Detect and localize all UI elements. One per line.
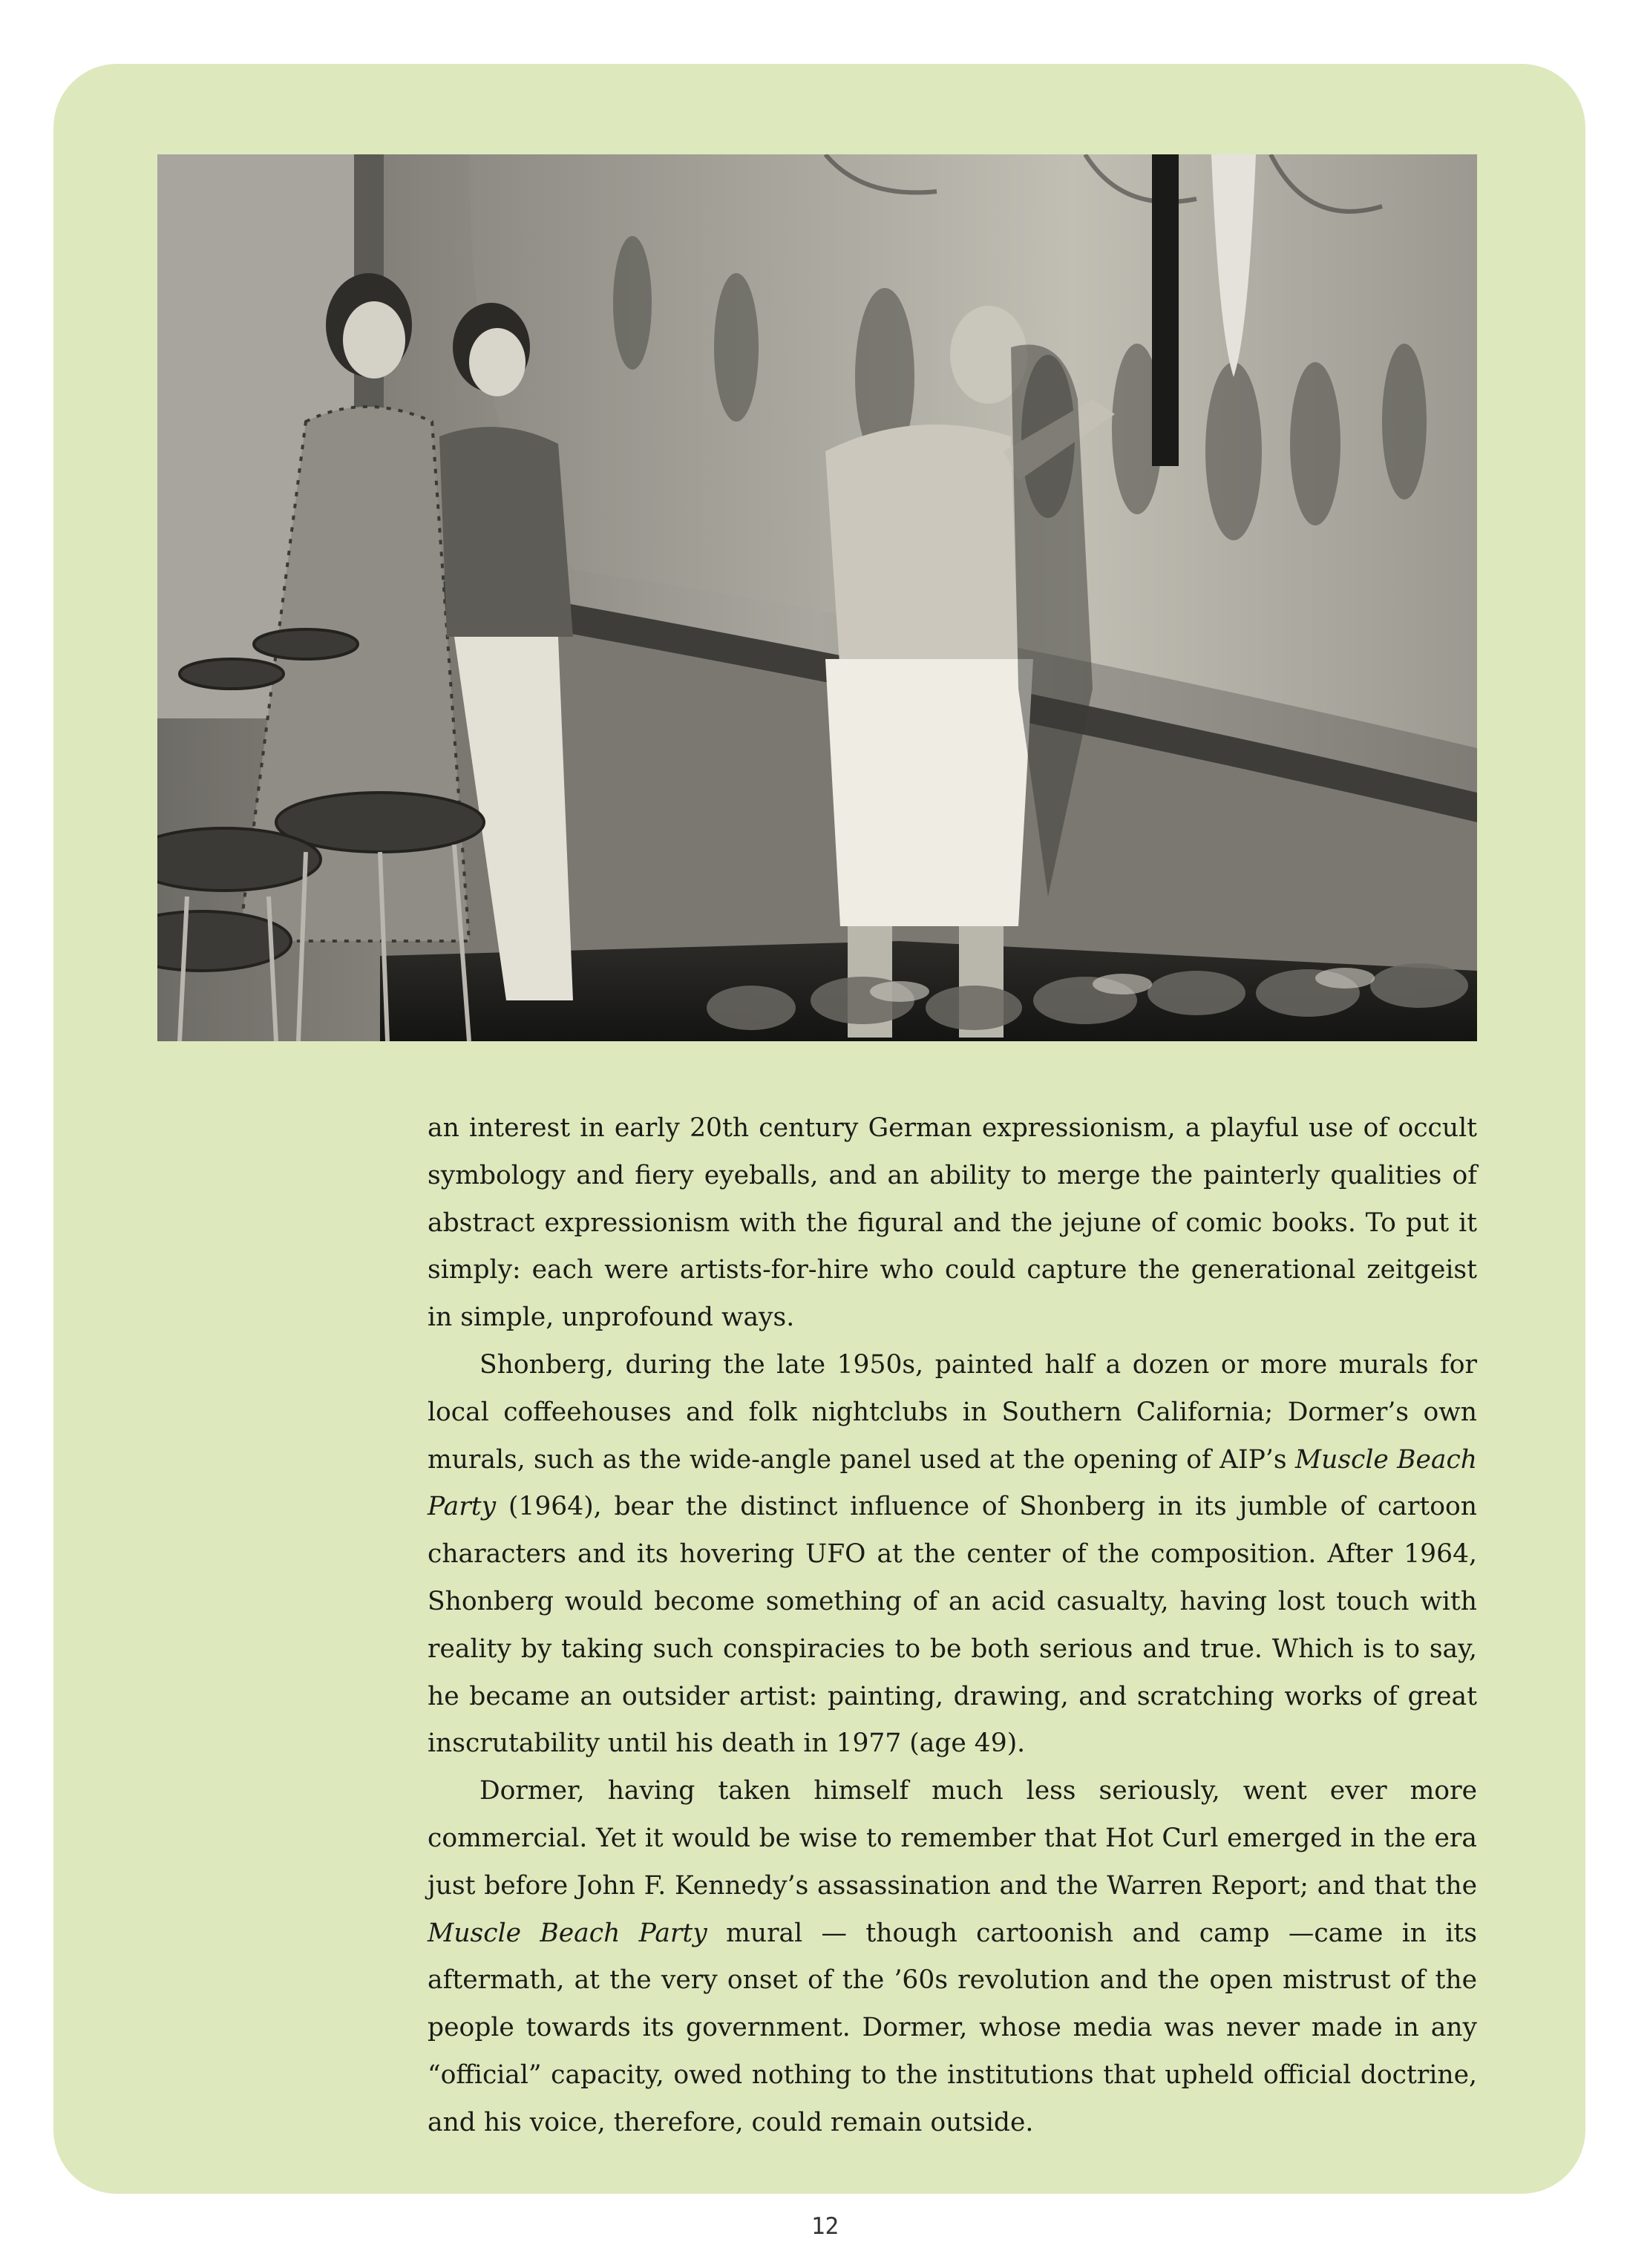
page-number: 12 [811,2213,839,2240]
paragraph-2-part-b: (1964), bear the distinct influence of Shonberg in its jumble of cartoon characters and its hovering UFO at the center of the composition. After 1964, Shonberg would become something of an acid casualty, having lost touch with reality by taking such conspiracies to be both serious and true. Which is to say, he became an outsider artist: painting, drawing, and scratching works of great inscrutability until his death in 1977 (age 49). [428,1492,1477,1759]
paragraph-2-part-a: Shonberg, during the late 1950s, painted half a dozen or more murals for local coffeehouses and folk nightclubs in Southern California; Dormer’s own murals, such as the wide-angle panel used at the opening of AIP’s [428,1349,1477,1475]
paragraph-1: an interest in early 20th century German expressionism, a playful use of occult symbology and fiery eyeballs, and an ability to merge the painterly qualities of abstract expressionism with the figural and the jejune of comic books. To put it simply: each were artists-for-hire who could capture the generational zeitgeist in simple, unprofound ways. [428,1113,1477,1333]
archival-photograph [157,154,1477,1041]
film-title: Muscle Beach Party [428,1918,707,1948]
body-text [428,1105,1477,2147]
photo-image [157,154,1477,1041]
paragraph-2 [428,1342,1477,1768]
paragraph-3-part-b: mural — though cartoonish and camp —came in its aftermath, at the very onset of the ’60s revolution and the open mistrust of the people towards its government. Dormer, whose media was never made in any “official” capacity, owed nothing to the institutions that upheld official doctrine, and his voice, therefore, could remain outside. [428,1918,1477,2137]
paragraph-3 [428,1768,1477,2146]
paragraph-3-part-a: Dormer, having taken himself much less seriously, went ever more commercial. Yet it would be wise to remember that Hot Curl emerged in the era just before John F. Kennedy’s assassination and the Warren Report; and that the [428,1776,1477,1901]
film-title: Muscle Beach Party [428,1444,1477,1522]
